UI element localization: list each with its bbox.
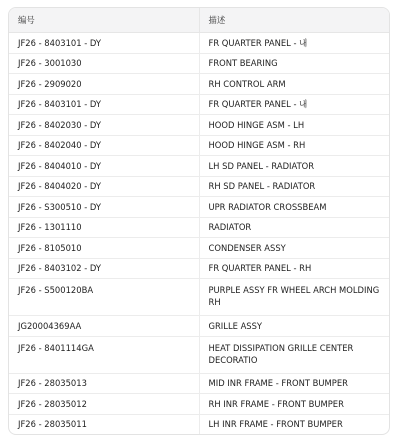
table-row <box>9 316 389 337</box>
table-body <box>9 33 389 435</box>
table-header <box>9 8 389 33</box>
part-description-cell: UPR RADIATOR CROSSBEAM <box>199 197 389 218</box>
table-row <box>9 238 389 259</box>
table-row <box>9 336 389 373</box>
part-description-cell: LH SD PANEL - RADIATOR <box>199 156 389 177</box>
table-row <box>9 74 389 95</box>
part-code-cell: JF26 - 8404010 - DY <box>9 156 199 177</box>
part-description-cell: PURPLE ASSY FR WHEEL ARCH MOLDING RH <box>199 279 389 316</box>
part-code-cell: JF26 - 8404020 - DY <box>9 176 199 197</box>
table-row <box>9 279 389 316</box>
part-code-cell: JF26 - 8402030 - DY <box>9 115 199 136</box>
table-row <box>9 135 389 156</box>
part-code-cell: JF26 - 8403101 - DY <box>9 94 199 115</box>
part-code-cell: JF26 - 8401114GA <box>9 336 199 373</box>
part-description-cell: FR QUARTER PANEL - 내 <box>199 33 389 54</box>
part-description-cell: HEAT DISSIPATION GRILLE CENTER DECORATIO <box>199 336 389 373</box>
part-code-cell: JF26 - 8105010 <box>9 238 199 259</box>
part-description-cell: HOOD HINGE ASM - RH <box>199 135 389 156</box>
table-row <box>9 156 389 177</box>
part-description-cell: GRILLE ASSY <box>199 316 389 337</box>
table-row <box>9 258 389 279</box>
part-code-cell: JF26 - 2909020 <box>9 74 199 95</box>
part-description-cell: RADIATOR <box>199 217 389 238</box>
table-row <box>9 94 389 115</box>
table-row <box>9 33 389 54</box>
part-code-cell: JF26 - 28035011 <box>9 414 199 434</box>
part-code-cell: JF26 - 28035013 <box>9 373 199 394</box>
part-code-cell: JF26 - 3001030 <box>9 53 199 74</box>
part-description-cell: FR QUARTER PANEL - 내 <box>199 94 389 115</box>
part-code-cell: JF26 - S500120BA <box>9 279 199 316</box>
part-code-cell: JF26 - 8403102 - DY <box>9 258 199 279</box>
part-description-cell: MID INR FRAME - FRONT BUMPER <box>199 373 389 394</box>
part-code-cell: JF26 - S300510 - DY <box>9 197 199 218</box>
table-row <box>9 373 389 394</box>
part-description-cell: RH CONTROL ARM <box>199 74 389 95</box>
part-code-cell: JG20004369AA <box>9 316 199 337</box>
part-description-cell: RH INR FRAME - FRONT BUMPER <box>199 394 389 415</box>
table-row <box>9 197 389 218</box>
table-row <box>9 414 389 434</box>
table-row <box>9 53 389 74</box>
parts-table-container <box>8 7 390 435</box>
part-code-cell: JF26 - 8403101 - DY <box>18 37 102 48</box>
part-code-cell: JF26 - 8402040 - DY <box>9 135 199 156</box>
table-row <box>9 217 389 238</box>
column-header-code: 编号 <box>9 8 199 33</box>
part-description-cell: CONDENSER ASSY <box>199 238 389 259</box>
column-header-description: 描述 <box>199 8 389 33</box>
parts-table <box>9 8 389 434</box>
part-description-cell: FR QUARTER PANEL - RH <box>199 258 389 279</box>
table-row <box>9 176 389 197</box>
part-code-cell: JF26 - 1301110 <box>9 217 199 238</box>
header-row <box>9 8 389 33</box>
part-description-cell: LH INR FRAME - FRONT BUMPER <box>199 414 389 434</box>
part-code-cell: JF26 - 28035012 <box>9 394 199 415</box>
part-description-cell: HOOD HINGE ASM - LH <box>199 115 389 136</box>
part-description-cell: FRONT BEARING <box>199 53 389 74</box>
part-description-cell: RH SD PANEL - RADIATOR <box>199 176 389 197</box>
table-row <box>9 115 389 136</box>
table-row <box>9 394 389 415</box>
